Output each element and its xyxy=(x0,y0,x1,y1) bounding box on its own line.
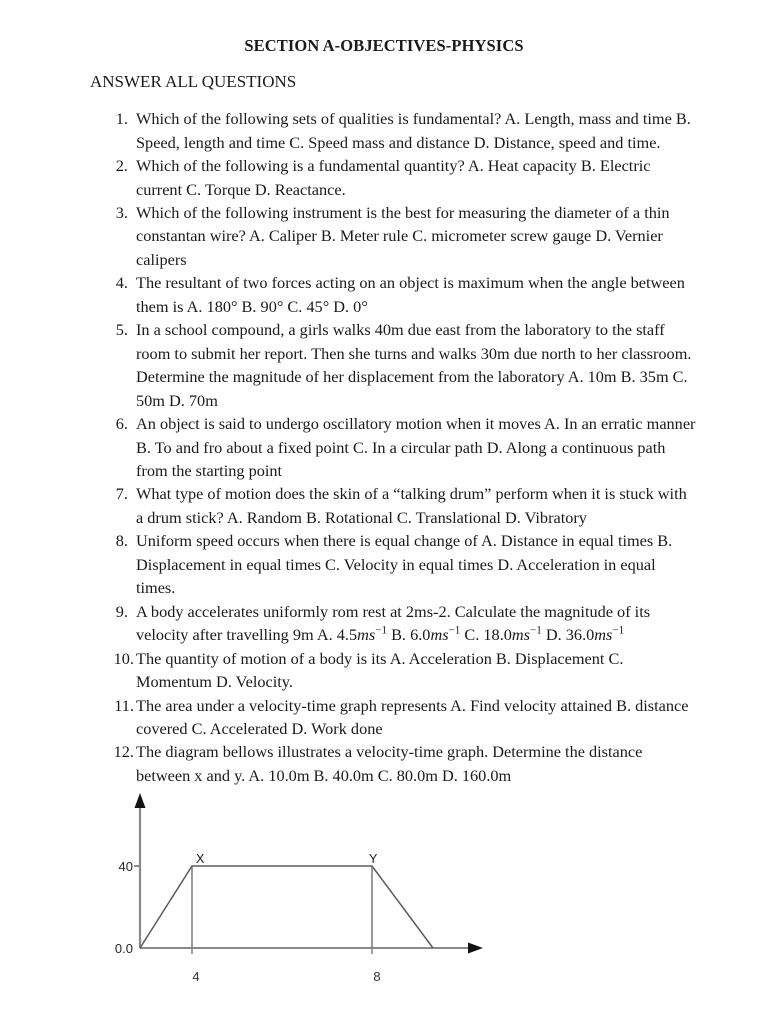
x-tick-label-4: 4 xyxy=(192,969,200,985)
question-list xyxy=(0,92,768,787)
y-tick-label-40: 40 xyxy=(118,859,133,875)
point-label-x: X xyxy=(196,852,205,867)
velocity-time-graph xyxy=(0,791,768,1021)
question-text: Which of the following is a fundamental quantity? A. Heat capacity B. Electric current C. Torque D. Reactance. xyxy=(136,156,651,199)
instruction-text: ANSWER ALL QUESTIONS xyxy=(90,71,297,91)
question-number: 4. xyxy=(115,273,128,293)
question-number: 9. xyxy=(115,601,128,621)
question-text: Uniform speed occurs when there is equal change of A. Distance in equal times B. Displacement in equal times C. Velocity in equal times D. Acceleration in equal times. xyxy=(136,531,673,598)
question-item xyxy=(0,154,768,201)
question-number: 8. xyxy=(115,531,128,551)
question-text: Which of the following sets of qualities is fundamental? A. Length, mass and time B. Speed, length and time C. Speed mass and distance D. Distance, speed and time. xyxy=(136,109,691,152)
question-number: 10. xyxy=(113,648,134,668)
page-title: SECTION A-OBJECTIVES-PHYSICS xyxy=(244,36,524,55)
y-axis-arrow-icon xyxy=(135,793,146,808)
point-label-y: Y xyxy=(369,852,378,867)
question-number: 6. xyxy=(115,414,128,434)
question-number: 2. xyxy=(115,156,128,176)
question-text: What type of motion does the skin of a “talking drum” perform when it is stuck with a drum stick? A. Random B. Rotational C. Translational D. Vibratory xyxy=(136,484,687,527)
question-text: A body accelerates uniformly rom rest at 2ms-2. Calculate the magnitude of its velocity after travelling 9m A. $4.5ms^{-1}$ B. $6.0ms^{-1}$ C. $18.0ms^{-1}$ D. $36.0ms^{-1}$ xyxy=(136,601,651,645)
question-item xyxy=(0,412,768,482)
question-text: The diagram bellows illustrates a velocity-time graph. Determine the distance between x and y. A. 10.0m B. 40.0m C. 80.0m D. 160.0m xyxy=(136,742,643,785)
question-number: 1. xyxy=(115,109,128,129)
question-text: The quantity of motion of a body is its A. Acceleration B. Displacement C. Momentum D. Velocity. xyxy=(136,648,624,692)
question-item xyxy=(0,318,768,412)
question-text: The resultant of two forces acting on an object is maximum when the angle between them is A. 180° B. 90° C. 45° D. 0° xyxy=(136,273,685,316)
question-item xyxy=(0,201,768,271)
question-item xyxy=(0,694,768,741)
x-tick-label-8: 8 xyxy=(373,969,381,985)
question-number: 3. xyxy=(115,203,128,222)
question-number: 11. xyxy=(114,695,134,715)
velocity-time-graph-svg xyxy=(0,791,768,1021)
question-item xyxy=(0,529,768,599)
question-text: An object is said to undergo oscillatory motion when it moves A. In an erratic manner B. To and fro about a fixed point C. In a circular path D. Along a continuous path from the starting point xyxy=(136,414,696,480)
question-item xyxy=(0,647,768,694)
question-item xyxy=(0,482,768,529)
question-item xyxy=(0,107,768,154)
question-number: 12. xyxy=(113,742,134,762)
question-number: 5. xyxy=(115,320,128,340)
velocity-curve xyxy=(140,866,433,948)
y-tick-label-0: 0.0 xyxy=(114,941,133,957)
question-text: In a school compound, a girls walks 40m due east from the laboratory to the staff room to submit her report. Then she turns and walks 30m due north to her classroom. Determine the magnitude of her displacement from the laboratory A. 10m B. 35m C. 50m D. 70m xyxy=(136,320,692,410)
x-axis-arrow-icon xyxy=(468,943,483,954)
question-item xyxy=(0,740,768,787)
question-text: Which of the following instrument is the best for measuring the diameter of a thin constantan wire? A. Caliper B. Meter rule C. micrometer screw gauge D. Vernier calipers xyxy=(136,203,670,269)
question-item xyxy=(0,271,768,318)
question-number: 7. xyxy=(115,484,128,504)
question-item xyxy=(0,600,768,647)
question-text: The area under a velocity-time graph represents A. Find velocity attained B. distance covered C. Accelerated D. Work done xyxy=(136,695,689,738)
